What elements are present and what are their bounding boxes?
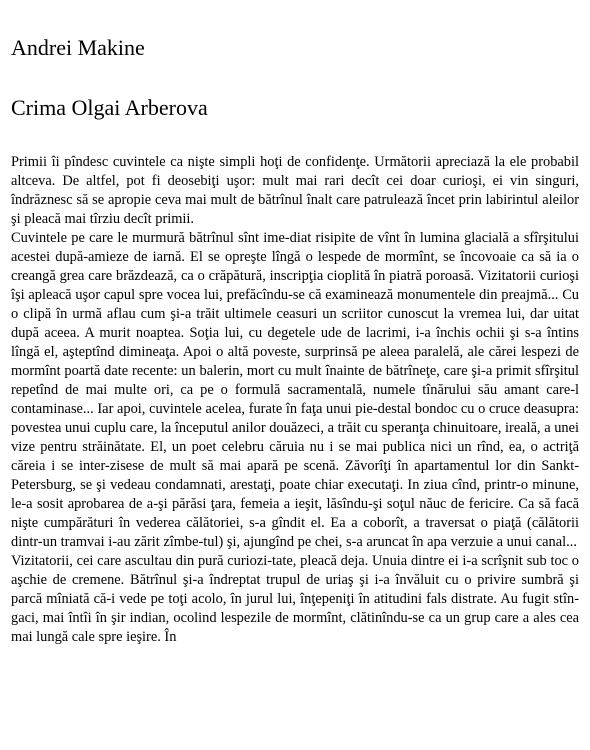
author-name: Andrei Makine xyxy=(11,35,145,60)
paragraph: Primii îi pîndesc cuvintele ca nişte simpli hoţi de confidenţe. Următorii apreciază la ele probabil altceva. De altfel, pot fi deosebiţi uşor: mult mai rari decît cei doar curioşi, ei vin singuri, îndrăznesc să se apropie ceva mai mult de bătrînul înalt care patrulează încet prin labirintul aleilor şi pleacă mai tîrziu decît primii. xyxy=(11,154,579,227)
book-title: Crima Olgai Arberova xyxy=(11,95,208,120)
paragraph: Cuvintele pe care le murmură bătrînul sînt ime-diat risipite de vînt în lumina glacială a sfîrşitului acestei după-amieze de iarnă. El se opreşte lîngă o lespede de mormînt, se încovoaie ca să ia o creangă grea care brăzdează, ca o crăpătură, inscripţia cioplită în piatră poroasă. Vizitatorii curioşi îşi apleacă uşor capul spre vocea lui, prefăcîndu-se că examinează monumentele din preajmă... Cu o clipă în urmă aflau cum şi-a trăit ultimele ceasuri un scriitor cunoscut la vremea lui, dar uitat după aceea. A murit noaptea. Soţia lui, cu degetele ude de lacrimi, i-a închis ochii şi s-a întins lîngă el, aşteptînd dimineaţa. Apoi o altă poveste, surprinsă pe aleea paralelă, ale cărei lespezi de mormînt poartă date recente: un balerin, mort cu mult înainte de bătrîneţe, care şi-a primit sfîrşitul repetînd de mai multe ori, ca pe o formulă sacramentală, numele tînărului său amant care-l contaminase... Iar apoi, cuvintele acelea, furate în faţa unui pie-destal bondoc cu o cruce deasupra: povestea unui cuplu care, la începutul anilor douăzeci, a trăit cu speranţa chinuitoare, ireală, a unei vize pentru străinătate. El, un poet celebru căruia nu i se mai publica nici un rînd, ea, o actriţă căreia i se inter-zisese de mult să mai apară pe scenă. Zăvorîţi în apartamentul lor din Sankt-Petersburg, se şi vedeau condamnati, arestaţi, poate chiar executaţi. In ziua cînd, printr-o minune, le-a sosit aprobarea de a-şi părăsi ţara, femeia a ieşit, lăsîndu-şi soţul năuc de fericire. Ca să facă nişte cumpărături în vederea călătoriei, s-a gîndit el. Ea a coborît, a traversat o piaţă (călătorii dintr-un tramvai i-au zărit zîmbe-tul) şi, ajungînd pe chei, s-a aruncat în apa verzuie a unui canal... xyxy=(11,230,579,550)
paragraph: Vizitatorii, cei care ascultau din pură curiozi-tate, pleacă deja. Unuia dintre ei i-a scrîşnit sub toc o aşchie de cremene. Bătrînul şi-a îndreptat trupul de uriaş şi i-a învăluit cu o privire sumbră şi parcă mîniată că-i vede pe toţi acolo, în jurul lui, înţepeniţi în atitudini fals distrate. Au fugit stîn-gaci, mai întîi în şir indian, ocolind lespezile de mormînt, clătinîndu-se ca un grup care a ales cea mai lungă cale spre ieşire. În xyxy=(11,553,579,645)
body-text xyxy=(11,153,579,647)
